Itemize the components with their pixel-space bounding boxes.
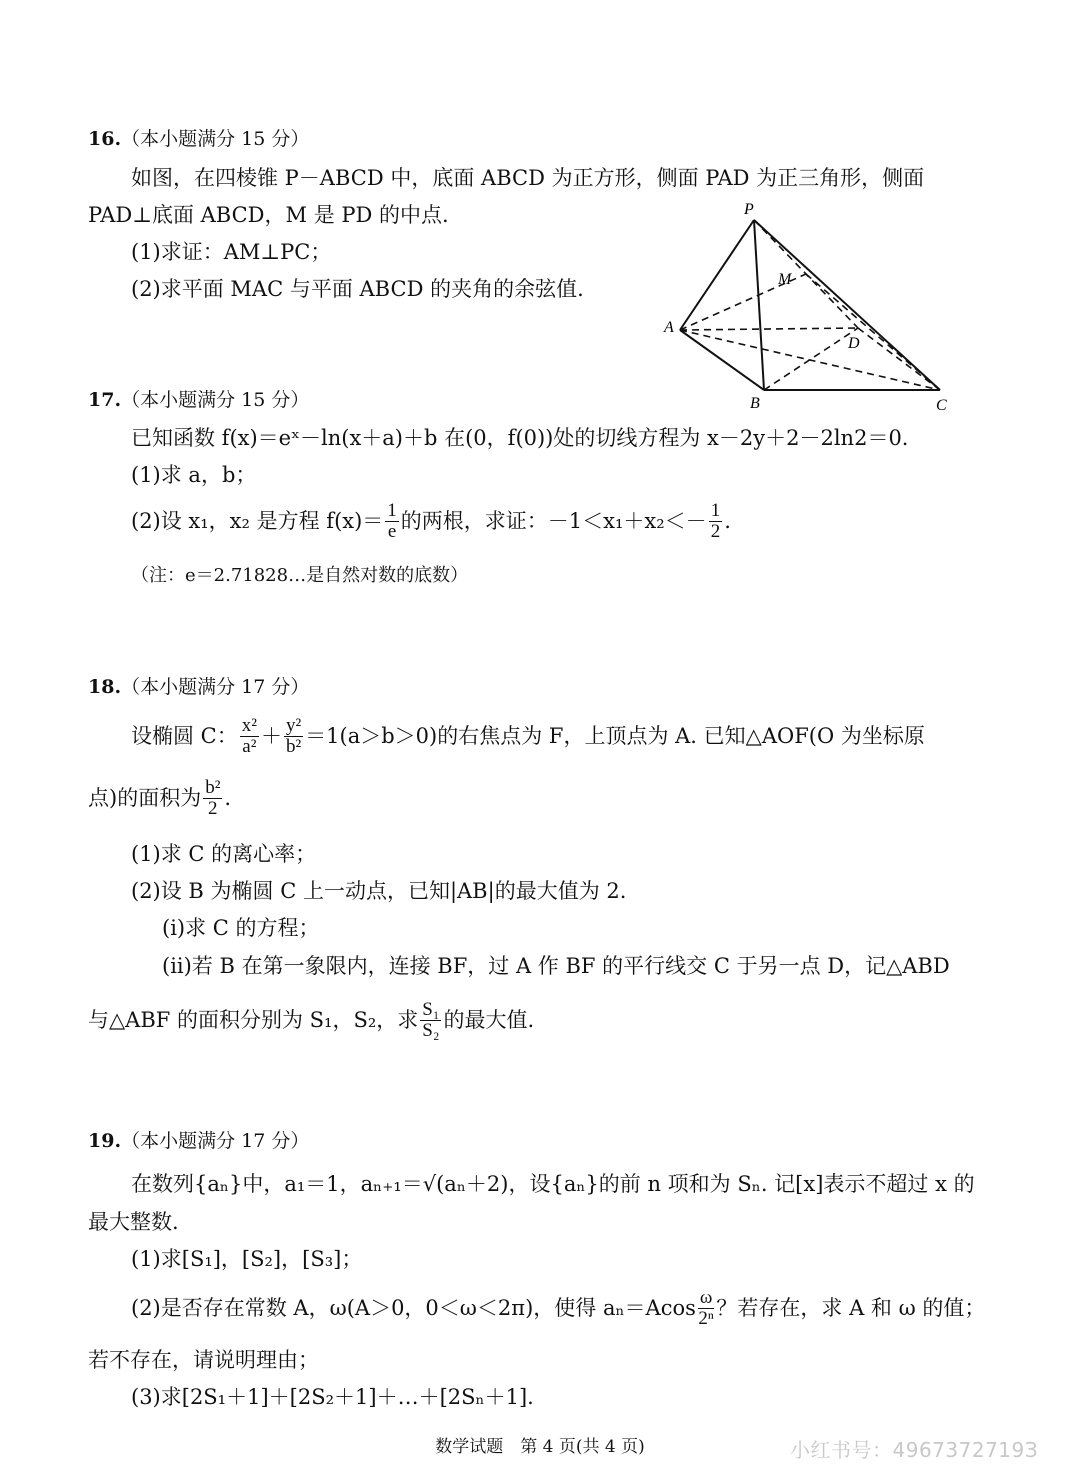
q18-intro-line1 bbox=[131, 716, 925, 757]
q17-number: 17. bbox=[88, 389, 122, 411]
fraction-x2-over-a2 bbox=[240, 716, 259, 757]
q18-part2-ii-line2 bbox=[88, 1000, 534, 1041]
q16-number: 16. bbox=[88, 128, 122, 150]
q18-score: （本小题满分 17 分） bbox=[121, 676, 310, 698]
fraction-S1-over-S2 bbox=[420, 1000, 441, 1041]
q17-part2-text-c: . bbox=[724, 508, 731, 533]
q18-part2: (2)设 B 为椭圆 C 上一动点，已知|AB|的最大值为 2. bbox=[131, 879, 627, 903]
q18-part2-ii-text-b: 的最大值. bbox=[443, 1007, 535, 1032]
fraction-1-over-e bbox=[385, 501, 399, 542]
fraction-denominator: a² bbox=[242, 735, 257, 757]
q16-intro-line1: 如图，在四棱锥 P－ABCD 中，底面 ABCD 为正方形，侧面 PAD 为正三角形，侧面 bbox=[131, 166, 925, 190]
fraction-omega-over-2n bbox=[698, 1288, 715, 1329]
watermark: 小红书号：4967372719З bbox=[790, 1438, 1039, 1462]
label-M: M bbox=[778, 271, 792, 288]
fraction-numerator: y² bbox=[285, 715, 302, 736]
label-P: P bbox=[744, 201, 754, 218]
fraction-denominator: S₂ bbox=[422, 1019, 440, 1041]
fraction-numerator: b² bbox=[205, 777, 221, 798]
q17-intro: 已知函数 f(x)＝eˣ－ln(x＋a)＋b 在(0，f(0))处的切线方程为 x－2y＋2－2ln2＝0. bbox=[131, 426, 909, 450]
q17-part1: (1)求 a，b； bbox=[131, 463, 257, 487]
fraction-numerator: ω bbox=[699, 1287, 713, 1308]
q17-note: （注：e＝2.71828…是自然对数的底数） bbox=[131, 565, 469, 586]
fraction-numerator: 1 bbox=[387, 500, 397, 521]
page-footer: 数学试题 第 4 页(共 4 页) bbox=[435, 1437, 645, 1457]
q18-intro2-text-b: . bbox=[224, 785, 232, 810]
q16-part2: (2)求平面 MAC 与平面 ABCD 的夹角的余弦值. bbox=[131, 277, 584, 301]
q19-number: 19. bbox=[88, 1130, 122, 1152]
fraction-denominator: 2 bbox=[710, 520, 721, 542]
label-B: B bbox=[750, 395, 760, 412]
q16-header bbox=[88, 128, 309, 151]
fraction-y2-over-b2 bbox=[284, 716, 303, 757]
q16-intro-line2: PAD⊥底面 ABCD，M 是 PD 的中点. bbox=[88, 203, 449, 227]
fraction-1-over-2 bbox=[709, 501, 723, 542]
q17-part2-text-b: 的两根，求证：－1＜x₁＋x₂＜－ bbox=[400, 508, 707, 533]
label-A: A bbox=[664, 319, 674, 336]
q17-score: （本小题满分 15 分） bbox=[121, 389, 310, 411]
q16-part1: (1)求证：AM⊥PC； bbox=[131, 240, 332, 264]
fraction-denominator: 2 bbox=[208, 797, 218, 819]
q16-score: （本小题满分 15 分） bbox=[121, 128, 310, 150]
q19-part1: (1)求[S₁]，[S₂]，[S₃]； bbox=[131, 1247, 363, 1271]
q18-intro-text-a: 设椭圆 C： bbox=[131, 723, 238, 748]
q19-score: （本小题满分 17 分） bbox=[121, 1130, 310, 1152]
q18-part2-ii: (ii)若 B 在第一象限内，连接 BF，过 A 作 BF 的平行线交 C 于另一点 D，记△ABD bbox=[162, 954, 950, 978]
fraction-denominator: 2ⁿ bbox=[698, 1307, 714, 1329]
fraction-numerator: S₁ bbox=[422, 999, 440, 1020]
edge-AD-dashed bbox=[680, 328, 858, 330]
fraction-b2-over-2 bbox=[203, 778, 222, 819]
fraction-numerator: 1 bbox=[710, 500, 721, 521]
q17-part2-text-a: (2)设 x₁，x₂ 是方程 f(x)＝ bbox=[131, 508, 384, 533]
q19-part3: (3)求[2S₁＋1]＋[2S₂＋1]＋…＋[2Sₙ＋1]. bbox=[131, 1385, 534, 1409]
q18-part1: (1)求 C 的离心率； bbox=[131, 842, 317, 866]
fraction-denominator: e bbox=[387, 520, 397, 542]
label-C: C bbox=[936, 397, 947, 414]
fraction-numerator: x² bbox=[241, 715, 257, 736]
q18-part2-i: (i)求 C 的方程； bbox=[162, 916, 320, 940]
q18-intro-text-b: ＝1(a＞b＞0)的右焦点为 F，上顶点为 A. 已知△AOF(O 为坐标原 bbox=[305, 723, 925, 748]
edge-PC bbox=[754, 220, 940, 390]
q19-part2 bbox=[131, 1288, 985, 1329]
q18-header bbox=[88, 676, 309, 699]
segment-MC-dashed bbox=[806, 274, 940, 390]
q19-intro-line1: 在数列{aₙ}中，a₁＝1，aₙ₊₁＝√(aₙ＋2)，设{aₙ}的前 n 项和为 Sₙ. 记[x]表示不超过 x 的 bbox=[131, 1172, 975, 1196]
edge-DC-dashed bbox=[858, 328, 940, 390]
pyramid-figure bbox=[660, 196, 960, 418]
q18-intro2-text-a: 点)的面积为 bbox=[88, 785, 202, 810]
q17-header bbox=[88, 389, 309, 412]
q19-header bbox=[88, 1130, 309, 1153]
q18-number: 18. bbox=[88, 676, 122, 698]
edge-PB bbox=[754, 220, 764, 390]
q19-intro-line2: 最大整数. bbox=[88, 1210, 179, 1234]
q18-intro-line2 bbox=[88, 778, 231, 819]
diagonal-BD-dashed bbox=[764, 328, 858, 390]
q17-part2 bbox=[131, 501, 731, 542]
q19-part2-text-b: ？若存在，求 A 和 ω 的值； bbox=[716, 1295, 986, 1320]
q18-part2-ii-text-a: 与△ABF 的面积分别为 S₁，S₂，求 bbox=[88, 1007, 419, 1032]
q18-intro-plus: ＋ bbox=[260, 723, 282, 748]
q19-part2-line2: 若不存在，请说明理由； bbox=[88, 1348, 319, 1372]
fraction-denominator: b² bbox=[285, 735, 302, 757]
q19-part2-text-a: (2)是否存在常数 A，ω(A＞0，0＜ω＜2π)，使得 aₙ＝Acos bbox=[131, 1295, 696, 1320]
label-D: D bbox=[848, 335, 860, 352]
